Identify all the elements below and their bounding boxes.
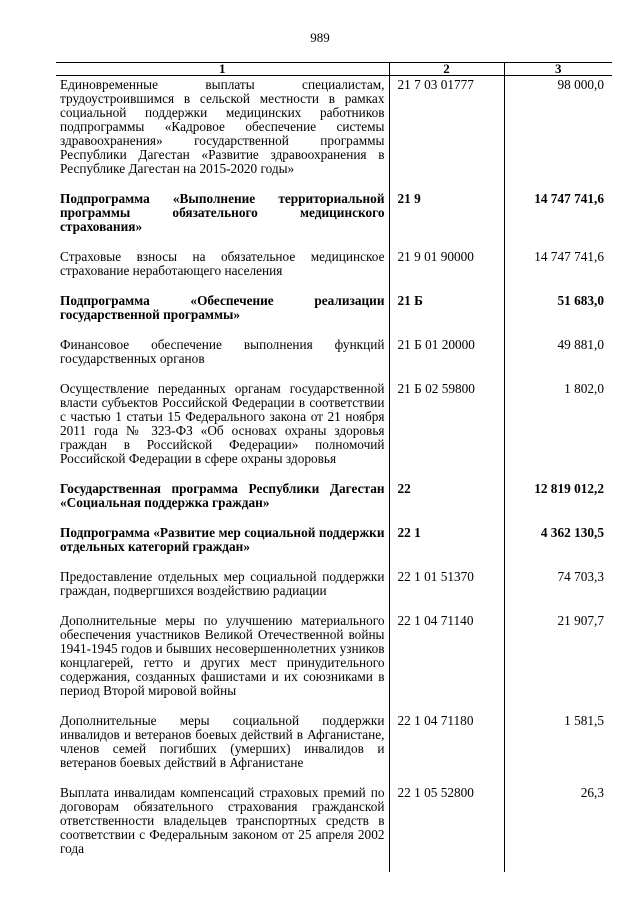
row-code-cell: 22 1 05 52800	[389, 786, 504, 872]
table-row	[56, 714, 612, 786]
row-name-cell: Подпрограмма «Выполнение территориальной программы обязательного медицинского страхования»	[60, 191, 385, 234]
row-name-cell: Осуществление переданных органам государственной власти субъектов Российской Федерации в соответствии с частью 1 статьи 15 Федерального закона от 21 ноября 2011 года № 323-ФЗ «Об основах охраны здоровья граждан в Российской Федерации» полномочий Российской Федерации в сфере охраны здоровья	[60, 381, 385, 466]
row-amount-cell: 1 802,0	[504, 382, 612, 482]
row-name-cell: Подпрограмма «Развитие мер социальной поддержки отдельных категорий граждан»	[60, 525, 385, 554]
row-code-cell: 21 Б	[389, 294, 504, 338]
table-row	[56, 614, 612, 714]
table-row	[56, 482, 612, 526]
row-code-cell: 22 1 01 51370	[389, 570, 504, 614]
table-header-row	[56, 63, 612, 76]
row-name-cell: Государственная программа Республики Дагестан «Социальная поддержка граждан»	[60, 481, 385, 510]
column-header-3: 3	[504, 63, 612, 76]
row-code-cell: 22	[389, 482, 504, 526]
row-code-cell: 21 7 03 01777	[389, 76, 504, 193]
table-row	[56, 250, 612, 294]
row-amount-cell: 1 581,5	[504, 714, 612, 786]
table-row	[56, 338, 612, 382]
table-row	[56, 382, 612, 482]
table-row	[56, 192, 612, 250]
row-code-cell: 21 9	[389, 192, 504, 250]
column-header-2: 2	[389, 63, 504, 76]
row-name-cell: Подпрограмма «Обеспечение реализации государственной программы»	[60, 293, 385, 322]
row-name-cell: Выплата инвалидам компенсаций страховых премий по договорам обязательного страхования гражданской ответственности владельцев транспортных средств в соответствии с Федеральным законом от 25 апреля 2002 года	[60, 785, 385, 856]
row-amount-cell: 21 907,7	[504, 614, 612, 714]
budget-table	[56, 62, 612, 872]
row-amount-cell: 12 819 012,2	[504, 482, 612, 526]
row-name-cell: Дополнительные меры по улучшению материального обеспечения участников Великой Отечественной войны 1941-1945 годов и бывших несовершеннолетних узников концлагерей, гетто и других мест принудительного содержания, созданных фашистами и их союзниками в период Второй мировой войны	[60, 613, 385, 698]
table-row	[56, 526, 612, 570]
row-name-cell: Финансовое обеспечение выполнения функций государственных органов	[60, 337, 385, 366]
row-name-cell: Страховые взносы на обязательное медицинское страхование неработающего населения	[60, 249, 385, 278]
row-amount-cell: 49 881,0	[504, 338, 612, 382]
row-amount-cell: 51 683,0	[504, 294, 612, 338]
table-body	[56, 76, 612, 873]
row-code-cell: 22 1 04 71140	[389, 614, 504, 714]
row-amount-cell: 14 747 741,6	[504, 250, 612, 294]
row-name-cell: Предоставление отдельных мер социальной поддержки граждан, подвергшихся воздействию радиации	[60, 569, 385, 598]
row-code-cell: 21 Б 01 20000	[389, 338, 504, 382]
row-amount-cell: 74 703,3	[504, 570, 612, 614]
table-row	[56, 294, 612, 338]
row-name-cell: Дополнительные меры социальной поддержки инвалидов и ветеранов боевых действий в Афганистане, членов семей погибших (умерших) инвалидов и ветеранов боевых действий в Афганистане	[60, 713, 385, 770]
table-row	[56, 76, 612, 193]
row-code-cell: 21 9 01 90000	[389, 250, 504, 294]
row-amount-cell: 14 747 741,6	[504, 192, 612, 250]
row-name-cell: Единовременные выплаты специалистам, трудоустроившимся в сельской местности в рамках социальной поддержки медицинских работников подпрограммы «Кадровое обеспечение системы здравоохранения» государственной программы Республики Дагестан «Развитие здравоохранения в Республике Дагестан на 2015-2020 годы»	[60, 77, 385, 176]
row-amount-cell: 98 000,0	[504, 76, 612, 193]
row-code-cell: 21 Б 02 59800	[389, 382, 504, 482]
row-code-cell: 22 1 04 71180	[389, 714, 504, 786]
row-code-cell: 22 1	[389, 526, 504, 570]
table-row	[56, 786, 612, 872]
column-header-1: 1	[56, 63, 389, 76]
page-number: 989	[310, 30, 330, 45]
row-amount-cell: 4 362 130,5	[504, 526, 612, 570]
row-amount-cell: 26,3	[504, 786, 612, 872]
table-row	[56, 570, 612, 614]
